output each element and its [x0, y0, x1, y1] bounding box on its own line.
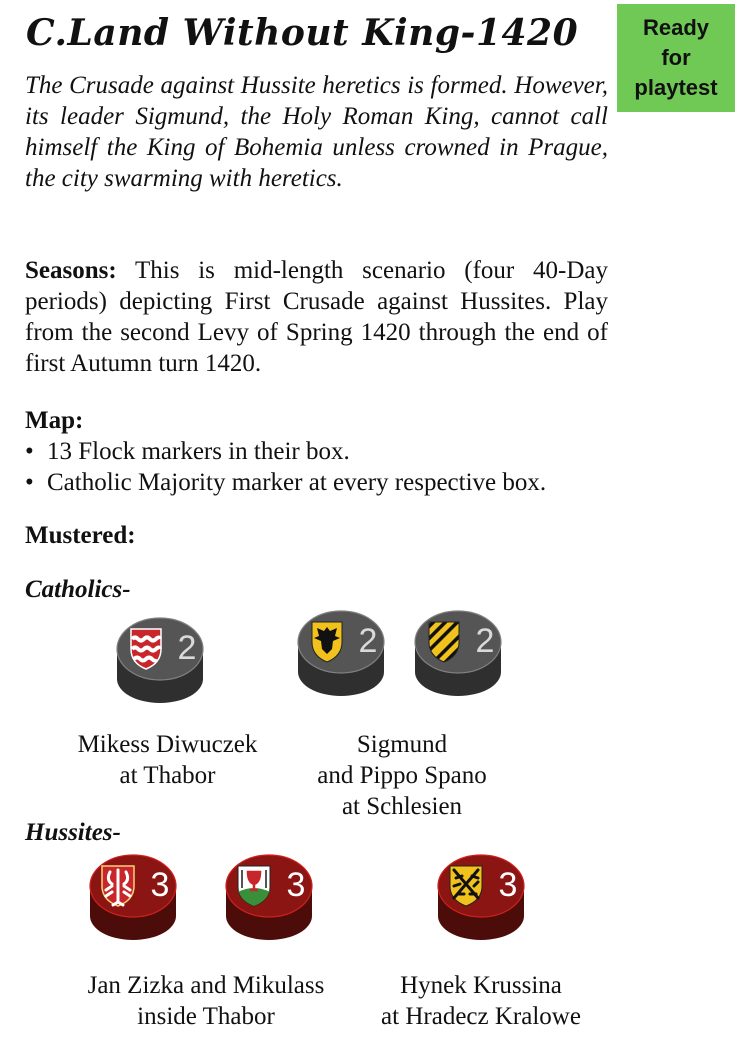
lord-token — [436, 852, 526, 944]
hussite-caption-1: Jan Zizka and Mikulass inside Thabor — [87, 972, 325, 1030]
token-strength: 3 — [286, 866, 306, 904]
catholic-caption-1: Mikess Diwuczek at Thabor — [77, 731, 258, 789]
lord-token — [224, 852, 314, 944]
token-strength: 3 — [498, 866, 518, 904]
hussite-caption-2: Hynek Krussina at Hradecz Kralowe — [381, 972, 581, 1030]
lord-token — [88, 852, 178, 944]
catholic-caption-2: Sigmund and Pippo Spano at Schlesien — [317, 731, 487, 820]
list-item: • 13 Flock markers in their box. — [25, 436, 645, 467]
intro-text: The Crusade against Hussite heretics is formed. However, its leader Sigmund, the Holy Roman King, cannot call himself the King of Bohemia unless crowned in Prague, the city swarming with heretics. — [25, 72, 608, 192]
map-heading: Map: — [25, 407, 84, 434]
seasons-label: Seasons: — [25, 257, 117, 284]
lord-token — [115, 615, 205, 707]
catholics-heading: Catholics- — [25, 576, 131, 603]
token-strength: 2 — [475, 622, 495, 660]
list-item: • Catholic Majority marker at every respective box. — [25, 467, 645, 498]
scenario-title: C.Land Without King-1420 — [26, 12, 579, 54]
lord-token — [296, 608, 386, 700]
lord-token — [413, 608, 503, 700]
token-strength: 2 — [177, 629, 197, 667]
seasons-paragraph — [25, 255, 608, 379]
token-strength: 3 — [150, 866, 170, 904]
map-setup-list — [25, 436, 645, 498]
token-strength: 2 — [358, 622, 378, 660]
mustered-heading: Mustered: — [25, 522, 136, 549]
seasons-text: This is mid-length scenario (four 40-Day periods) depicting First Crusade against Hussites. Play from the second Levy of Spring 1420 through the end of first Autumn turn 1420. — [25, 257, 608, 377]
hussites-heading: Hussites- — [25, 819, 121, 846]
status-badge: Ready for playtest — [617, 4, 735, 112]
